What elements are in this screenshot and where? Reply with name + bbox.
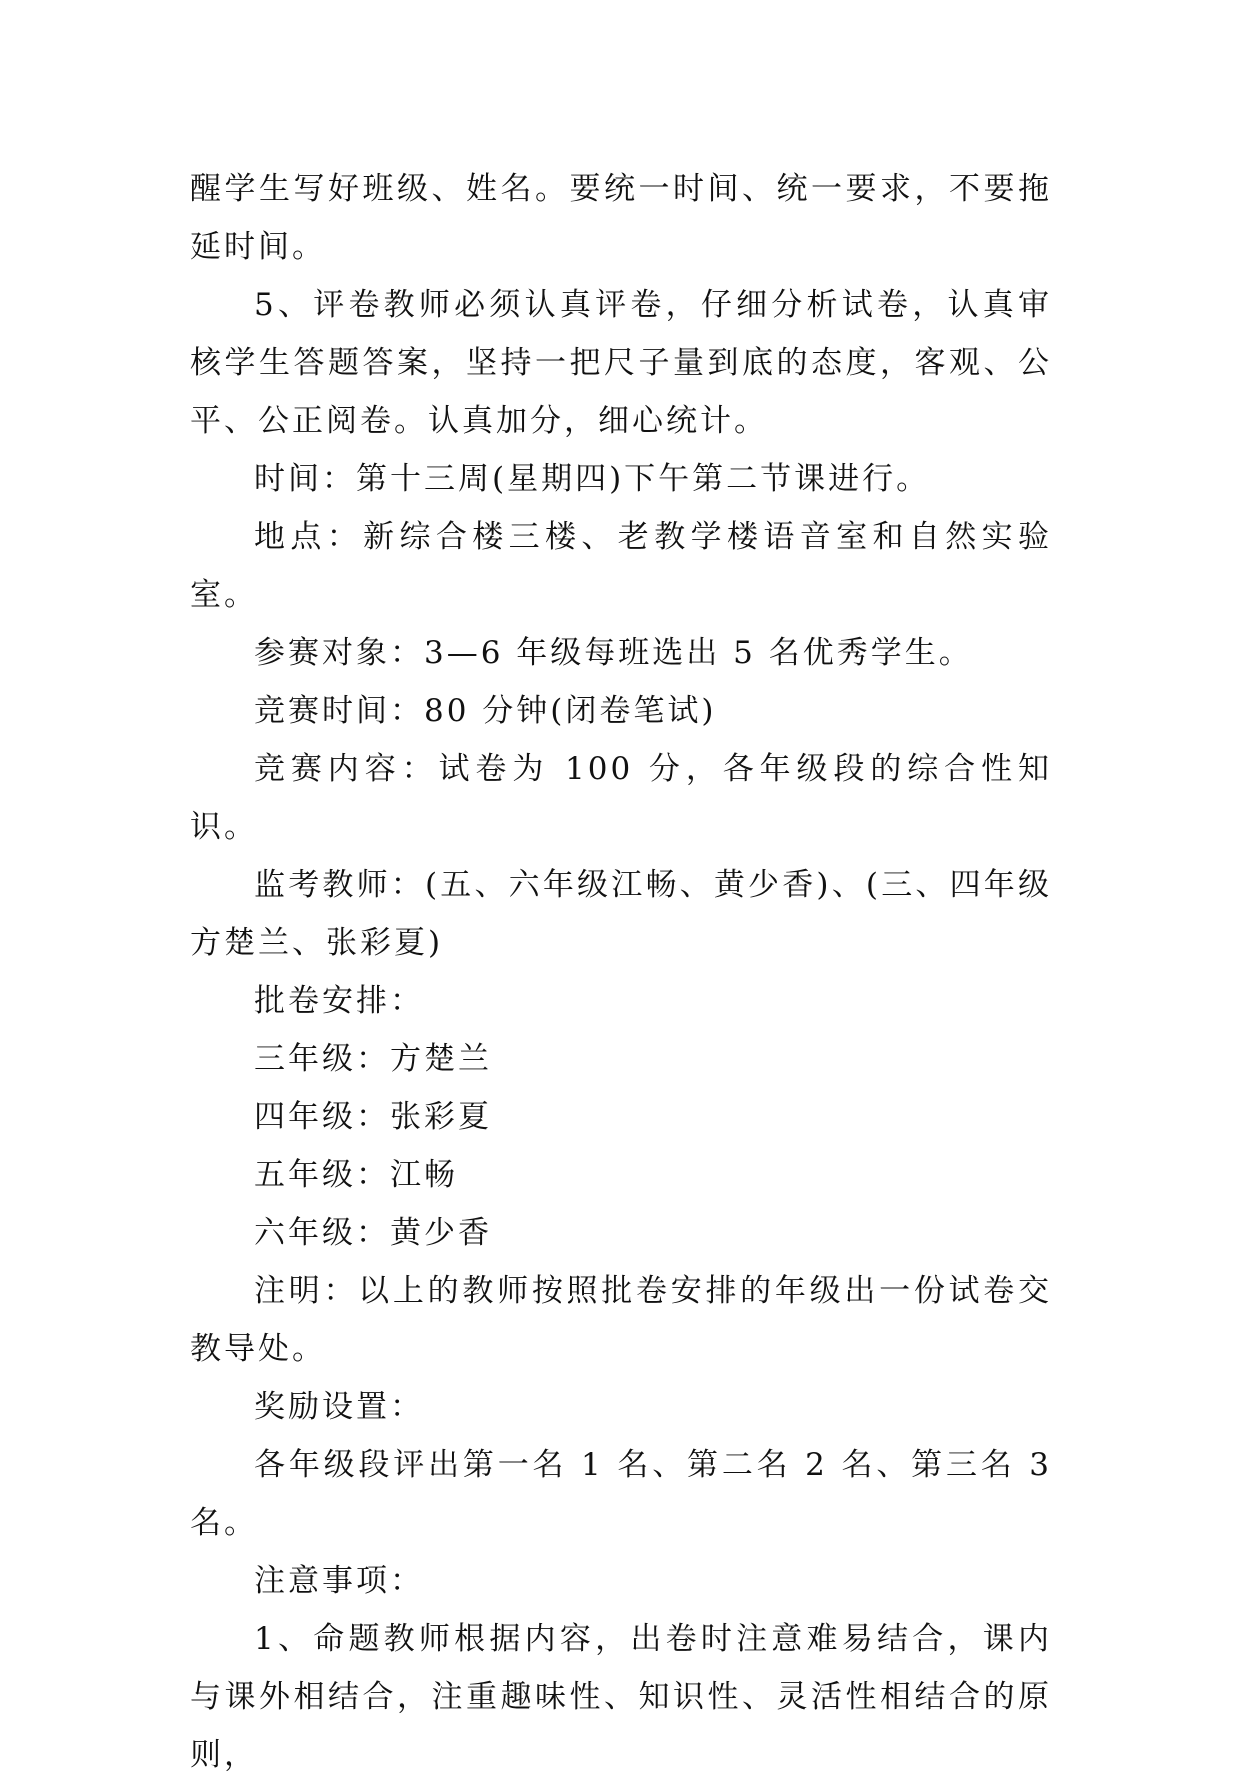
paragraph: 醒学生写好班级、姓名。要统一时间、统一要求，不要拖延时间。 <box>190 171 1052 265</box>
paragraph: 1、命题教师根据内容，出卷时注意难易结合，课内与课外相结合，注重趣味性、知识性、灵活性相结合的原则， <box>190 1621 1052 1773</box>
paragraph: 奖励设置： <box>254 1389 424 1425</box>
paragraph: 时间：第十三周(星期四)下午第二节课进行。 <box>254 461 931 497</box>
document-body <box>190 160 1052 1784</box>
paragraph: 地点：新综合楼三楼、老教学楼语音室和自然实验室。 <box>190 519 1052 613</box>
paragraph: 三年级：方楚兰 <box>254 1041 492 1077</box>
paragraph: 批卷安排： <box>254 983 424 1019</box>
paragraph: 参赛对象：3—6 年级每班选出 5 名优秀学生。 <box>254 635 973 671</box>
paragraph: 竞赛内容：试卷为 100 分，各年级段的综合性知识。 <box>190 751 1052 845</box>
paragraph: 监考教师：(五、六年级江畅、黄少香)、(三、四年级方楚兰、张彩夏) <box>190 867 1052 961</box>
paragraph: 注明：以上的教师按照批卷安排的年级出一份试卷交教导处。 <box>190 1273 1052 1367</box>
paragraph: 5、评卷教师必须认真评卷，仔细分析试卷，认真审核学生答题答案，坚持一把尺子量到底的态度，客观、公平、公正阅卷。认真加分，细心统计。 <box>190 287 1052 439</box>
paragraph: 竞赛时间：80 分钟(闭卷笔试) <box>254 693 717 729</box>
paragraph: 各年级段评出第一名 1 名、第二名 2 名、第三名 3 名。 <box>190 1447 1052 1541</box>
paragraph: 六年级：黄少香 <box>254 1215 492 1251</box>
paragraph: 五年级：江畅 <box>254 1157 458 1193</box>
paragraph: 四年级：张彩夏 <box>254 1099 492 1135</box>
paragraph: 注意事项： <box>254 1563 424 1599</box>
